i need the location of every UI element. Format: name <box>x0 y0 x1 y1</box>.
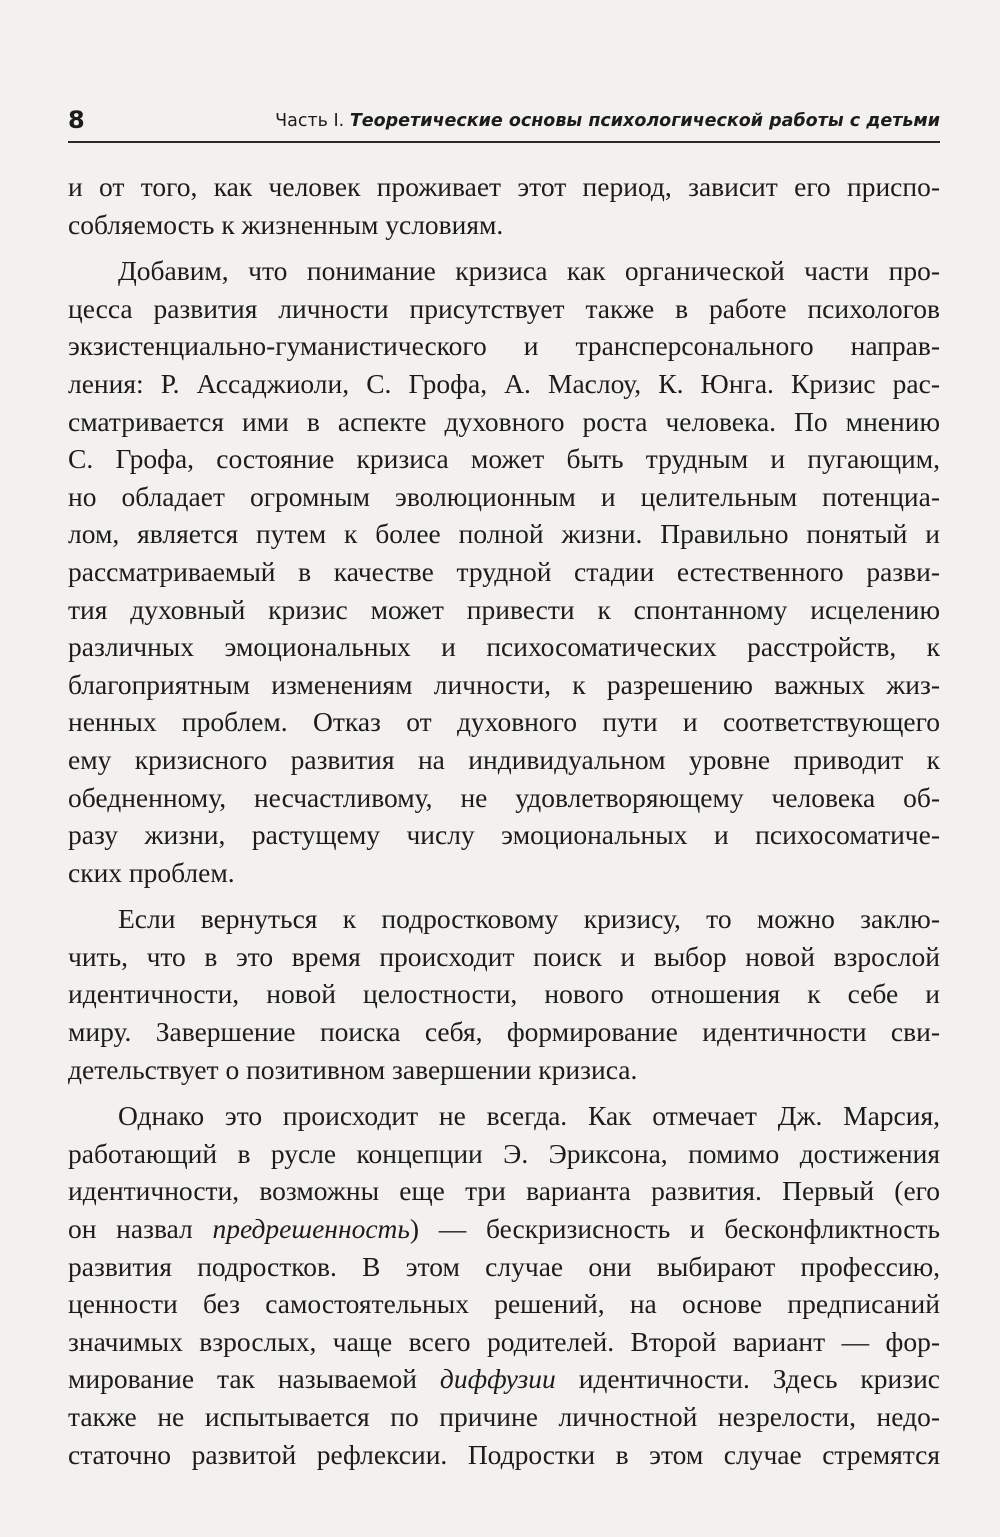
text-line: детельствует о позитивном завершении кризиса. <box>68 1053 638 1085</box>
page-number: 8 <box>68 106 85 134</box>
chapter-title: Теоретические основы психологической работы с детьми <box>349 110 940 131</box>
text-segment: мирование так называемой <box>68 1363 440 1395</box>
text-line: собляемость к жизненным условиям. <box>68 208 504 240</box>
paragraph-gap <box>68 1088 940 1097</box>
text-line: но обладает огромным эволюционным и целительным потенциа- <box>68 480 940 512</box>
paragraph <box>68 168 940 243</box>
text-line: идентичности, возможны еще три варианта развития. Первый (его <box>68 1175 940 1207</box>
text-line: идентичности, новой целостности, нового отношения к себе и <box>68 978 940 1010</box>
text-line: цесса развития личности присутствует также в работе психологов <box>68 292 940 324</box>
text-line: С. Грофа, состояние кризиса может быть трудным и пугающим, <box>68 443 940 475</box>
text-line: также не испытывается по причине личностной незрелости, недо- <box>68 1401 940 1432</box>
paragraph-gap <box>68 243 940 252</box>
text-line: миру. Завершение поиска себя, формирование идентичности сви- <box>68 1016 940 1048</box>
text-line: рассматриваемый в качестве трудной стадии естественного разви- <box>68 555 940 587</box>
text-line: ления: Р. Ассаджиоли, С. Грофа, А. Маслоу, К. Юнга. Кризис рас- <box>68 367 940 399</box>
text-line <box>68 1210 940 1248</box>
text-line: тия духовный кризис может привести к спонтанному исцелению <box>68 593 940 625</box>
running-head <box>68 96 940 136</box>
text-line: и от того, как человек проживает этот период, зависит его приспо- <box>68 171 940 202</box>
text-line: лом, является путем к более полной жизни. Правильно понятый и <box>68 518 940 550</box>
text-line: статочно развитой рефлексии. Подростки в этом случае стремятся <box>68 1438 940 1470</box>
paragraph-gap <box>68 891 940 900</box>
running-head-title <box>275 110 940 137</box>
text-line: сматривается ими в аспекте духовного роста человека. По мнению <box>68 405 940 437</box>
text-segment: идентичности. Здесь кризис <box>555 1363 941 1395</box>
text-line: Если вернуться к подростковому кризису, то можно заклю- <box>118 903 940 935</box>
text-line: разу жизни, растущему числу эмоциональных и психосоматиче- <box>68 819 940 851</box>
text-segment: он назвал <box>68 1213 213 1245</box>
text-line: Однако это происходит не всегда. Как отмечает Дж. Марсия, <box>118 1100 940 1132</box>
text-line: обедненному, несчастливому, не удовлетворяющему человека об- <box>68 781 940 813</box>
italic-term: диффузии <box>439 1363 556 1395</box>
text-line: ему кризисного развития на индивидуальном уровне приводит к <box>68 743 940 775</box>
italic-term: предрешенность <box>212 1213 410 1245</box>
text-line: экзистенциально-гуманистического и трансперсонального направ- <box>68 330 940 362</box>
text-line: чить, что в это время происходит поиск и выбор новой взрослой <box>68 940 940 972</box>
paragraph <box>68 252 940 891</box>
text-line: развития подростков. В этом случае они выбирают профессию, <box>68 1250 940 1282</box>
text-line <box>68 1360 940 1398</box>
text-line: благоприятным изменениям личности, к разрешению важных жиз- <box>68 668 940 700</box>
text-line: различных эмоциональных и психосоматических расстройств, к <box>68 631 940 663</box>
paragraph <box>68 900 940 1088</box>
text-line: ских проблем. <box>68 856 235 888</box>
part-label: Часть I. <box>275 110 345 131</box>
body-text <box>68 168 940 1473</box>
text-line: ценности без самостоятельных решений, на основе предписаний <box>68 1288 940 1320</box>
paragraph <box>68 1097 940 1473</box>
text-segment: ) — бескризисность и бесконфликтность <box>409 1213 941 1245</box>
text-line: значимых взрослых, чаще всего родителей. Второй вариант — фор- <box>68 1325 940 1357</box>
text-line: Добавим, что понимание кризиса как органической части про- <box>118 255 940 287</box>
text-line: работающий в русле концепции Э. Эриксона, помимо достижения <box>68 1137 940 1169</box>
text-line: ненных проблем. Отказ от духовного пути и соответствующего <box>68 706 940 738</box>
header-divider <box>68 141 940 143</box>
